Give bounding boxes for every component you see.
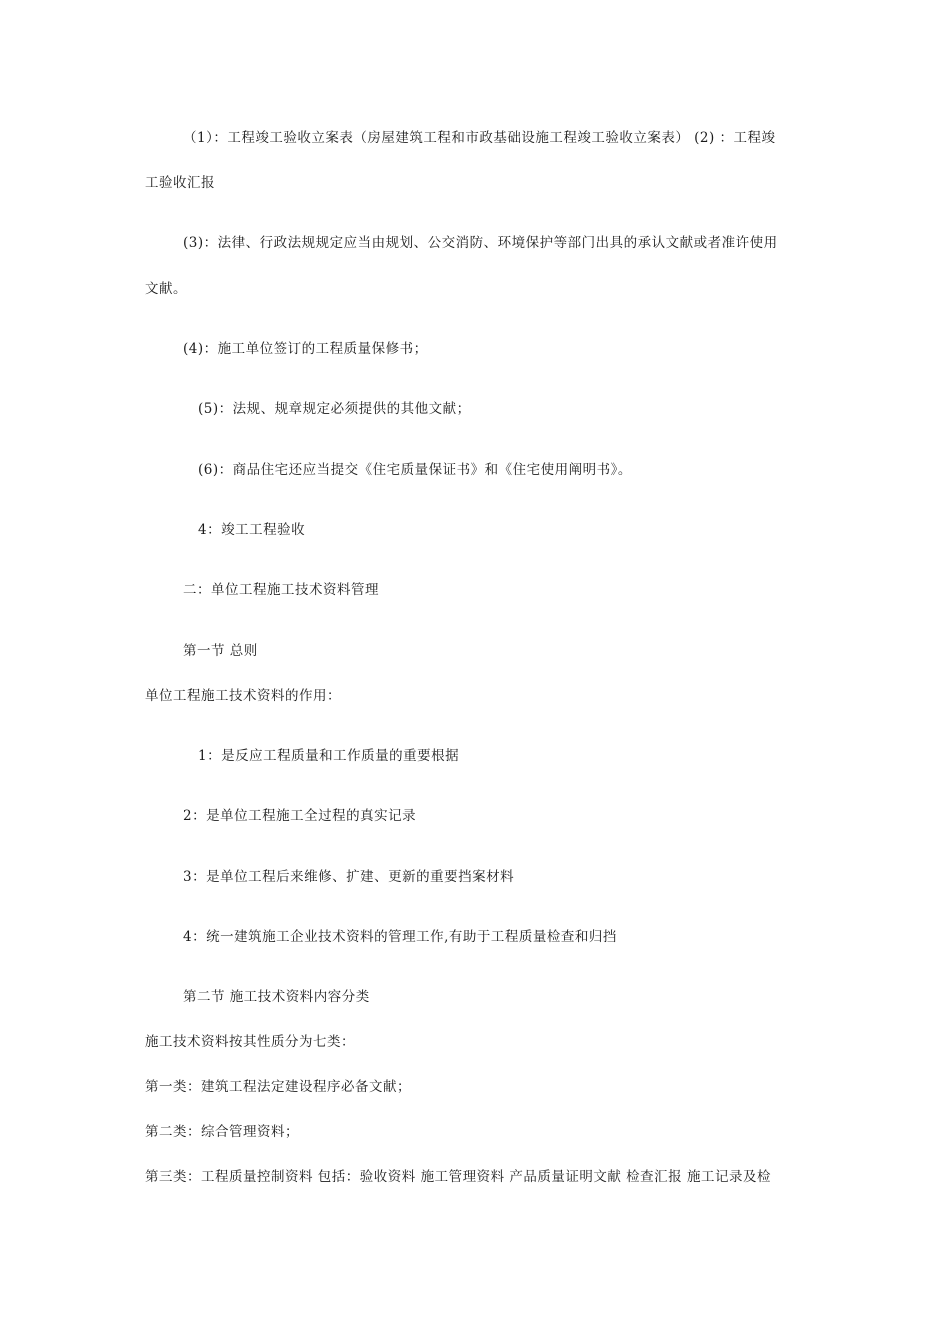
text-line: (3)：法律、行政法规规定应当由规划、公交消防、环境保护等部门出具的承认文献或者准许使用 bbox=[183, 235, 778, 251]
section-heading: 二：单位工程施工技术资料管理 bbox=[183, 582, 379, 598]
list-item: 1：是反应工程质量和工作质量的重要根据 bbox=[198, 748, 460, 764]
text-line: 文献。 bbox=[145, 281, 187, 297]
text-line: (5)：法规、规章规定必须提供的其他文献； bbox=[198, 401, 471, 417]
text-line: 单位工程施工技术资料的作用： bbox=[145, 688, 341, 704]
text-line: （1）：工程竣工验收立案表（房屋建筑工程和市政基础设施工程竣工验收立案表） (2) ：工程竣 bbox=[183, 130, 776, 146]
text-line: 工验收汇报 bbox=[145, 175, 215, 191]
text-line: (4)：施工单位签订的工程质量保修书； bbox=[183, 341, 428, 357]
list-item: 3：是单位工程后来维修、扩建、更新的重要挡案材料 bbox=[183, 869, 515, 885]
section-heading: 第一节 总则 bbox=[183, 643, 258, 659]
section-heading: 第二节 施工技术资料内容分类 bbox=[183, 989, 370, 1005]
list-item: 2：是单位工程施工全过程的真实记录 bbox=[183, 808, 417, 824]
text-line: (6)：商品住宅还应当提交《住宅质量保证书》和《住宅使用阐明书》。 bbox=[198, 462, 632, 478]
text-line: 第一类：建筑工程法定建设程序必备文献； bbox=[145, 1079, 411, 1095]
text-line: 施工技术资料按其性质分为七类： bbox=[145, 1034, 355, 1050]
text-line: 第三类：工程质量控制资料 包括：验收资料 施工管理资料 产品质量证明文献 检查汇报 施工记录及检 bbox=[145, 1169, 771, 1185]
list-item: 4：统一建筑施工企业技术资料的管理工作,有助于工程质量检查和归挡 bbox=[183, 929, 617, 945]
text-line: 4：竣工工程验收 bbox=[198, 522, 306, 538]
text-line: 第二类：综合管理资料； bbox=[145, 1124, 299, 1140]
